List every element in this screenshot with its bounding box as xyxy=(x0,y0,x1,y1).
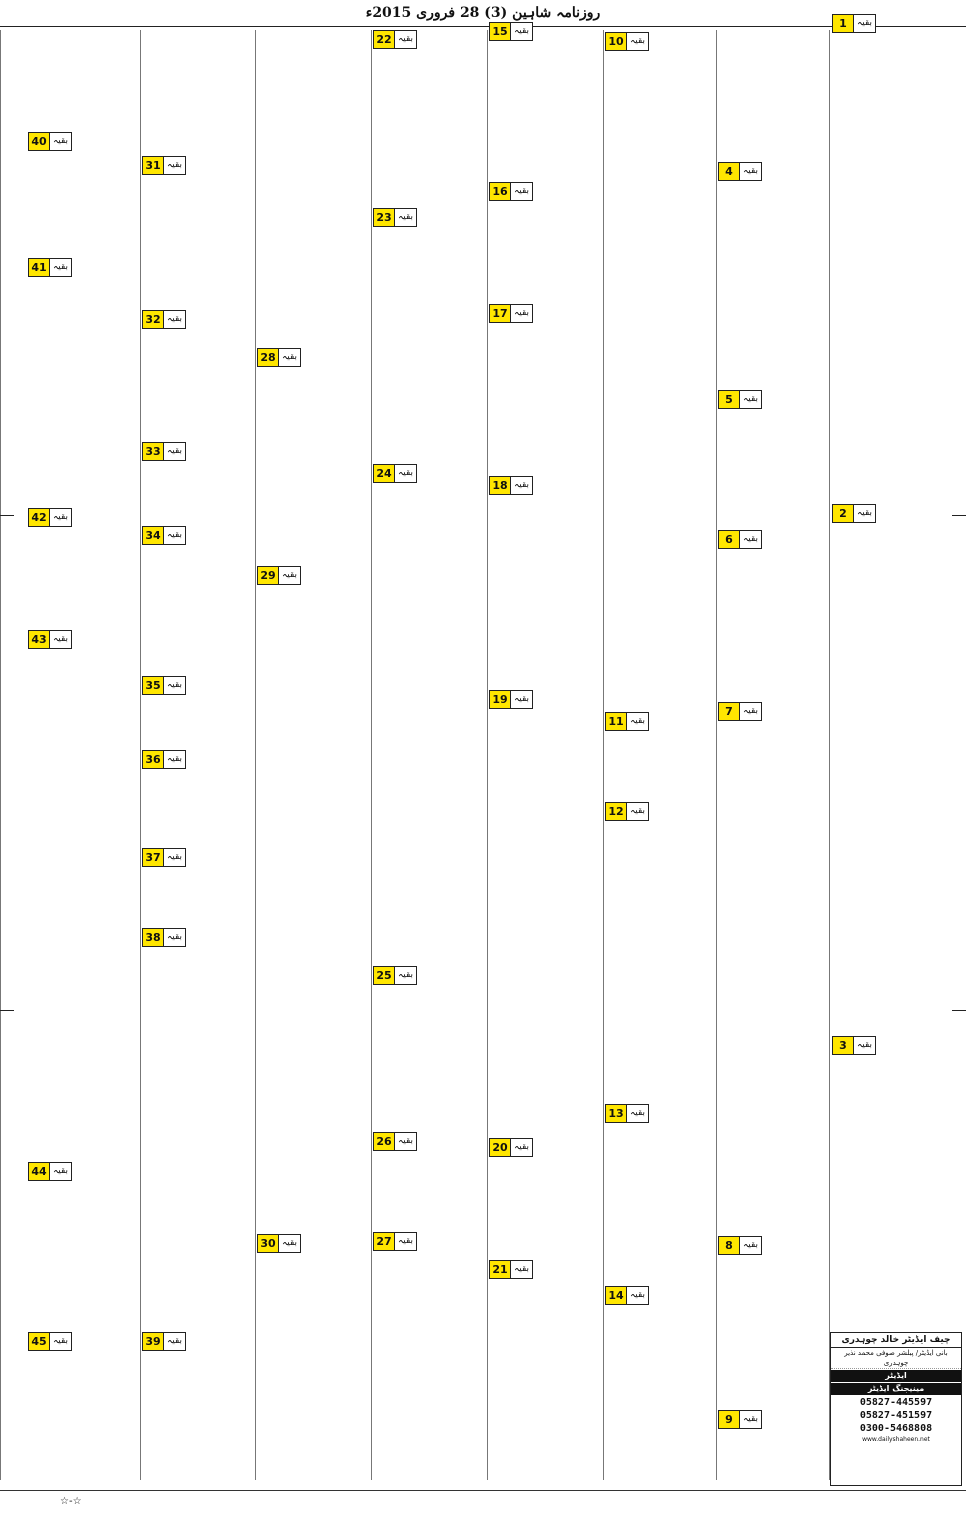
continuation-marker: 10 بقیہ xyxy=(605,32,649,51)
continuation-marker: 14 بقیہ xyxy=(605,1286,649,1305)
continuation-marker: 23 بقیہ xyxy=(373,208,417,227)
continuation-marker: 35 بقیہ xyxy=(142,676,186,695)
column-3 xyxy=(255,30,369,1480)
page-footer xyxy=(0,1490,966,1513)
continuation-marker: 7 بقیہ xyxy=(718,702,762,721)
column-7 xyxy=(716,30,827,1480)
continuation-marker: 13 بقیہ xyxy=(605,1104,649,1123)
continuation-marker: 24 بقیہ xyxy=(373,464,417,483)
continuation-marker: 9 بقیہ xyxy=(718,1410,762,1429)
continuation-marker: 2 بقیہ xyxy=(832,504,876,523)
continuation-marker: 31 بقیہ xyxy=(142,156,186,175)
continuation-marker: 36 بقیہ xyxy=(142,750,186,769)
phone-3: 0300-5468808 xyxy=(859,1423,933,1434)
founder-line: بانی ایڈیٹر/ پبلشر صوفی محمد نذیر چوہدری xyxy=(831,1348,961,1369)
continuation-marker: 5 بقیہ xyxy=(718,390,762,409)
continuation-marker: 26 بقیہ xyxy=(373,1132,417,1151)
continuation-marker: 11 بقیہ xyxy=(605,712,649,731)
continuation-marker: 39 بقیہ xyxy=(142,1332,186,1351)
continuation-marker: 8 بقیہ xyxy=(718,1236,762,1255)
trim-mark xyxy=(0,1010,14,1011)
page-title: روزنامہ شاہین (3) 28 فروری 2015ء xyxy=(365,5,601,21)
continuation-marker: 34 بقیہ xyxy=(142,526,186,545)
column-1 xyxy=(0,30,138,1480)
column-8 xyxy=(829,30,965,1480)
continuation-marker: 17 بقیہ xyxy=(489,304,533,323)
trim-mark xyxy=(0,515,14,516)
continuation-marker: 6 بقیہ xyxy=(718,530,762,549)
continuation-marker: 4 بقیہ xyxy=(718,162,762,181)
continuation-marker: 22 بقیہ xyxy=(373,30,417,49)
continuation-marker: 16 بقیہ xyxy=(489,182,533,201)
continuation-marker: 40 بقیہ xyxy=(28,132,72,151)
phone-1: 05827-445597 xyxy=(859,1397,933,1408)
phone-2: 05827-451597 xyxy=(859,1410,933,1421)
chief-editor: چیف ایڈیٹر خالد چوہدری xyxy=(831,1333,961,1348)
continuation-marker: 12 بقیہ xyxy=(605,802,649,821)
continuation-marker: 3 بقیہ xyxy=(832,1036,876,1055)
continuation-marker: 18 بقیہ xyxy=(489,476,533,495)
continuation-marker: 41 بقیہ xyxy=(28,258,72,277)
continuation-marker: 44 بقیہ xyxy=(28,1162,72,1181)
continuation-marker: 38 بقیہ xyxy=(142,928,186,947)
continuation-marker: 30 بقیہ xyxy=(257,1234,301,1253)
continuation-marker: 37 بقیہ xyxy=(142,848,186,867)
continuation-marker: 15 بقیہ xyxy=(489,22,533,41)
continuation-marker: 25 بقیہ xyxy=(373,966,417,985)
continuation-marker: 33 بقیہ xyxy=(142,442,186,461)
editor-label: ایڈیٹر xyxy=(831,1370,961,1382)
website: www.dailyshaheen.net xyxy=(862,1436,930,1443)
trim-mark xyxy=(952,1010,966,1011)
continuation-marker: 20 بقیہ xyxy=(489,1138,533,1157)
continuation-marker: 19 بقیہ xyxy=(489,690,533,709)
continuation-marker: 1 بقیہ xyxy=(832,14,876,33)
masthead-box xyxy=(830,1332,962,1486)
column-6 xyxy=(603,30,714,1480)
trim-mark xyxy=(952,515,966,516)
continuation-marker: 45 بقیہ xyxy=(28,1332,72,1351)
column-4 xyxy=(371,30,485,1480)
footer-mark: ☆-☆ xyxy=(60,1496,82,1507)
continuation-marker: 43 بقیہ xyxy=(28,630,72,649)
continuation-marker: 27 بقیہ xyxy=(373,1232,417,1251)
continuation-marker: 42 بقیہ xyxy=(28,508,72,527)
continuation-marker: 29 بقیہ xyxy=(257,566,301,585)
page-header xyxy=(0,0,966,27)
continuation-marker: 32 بقیہ xyxy=(142,310,186,329)
managing-editor-label: مینیجنگ ایڈیٹر xyxy=(831,1383,961,1395)
continuation-marker: 21 بقیہ xyxy=(489,1260,533,1279)
continuation-marker: 28 بقیہ xyxy=(257,348,301,367)
